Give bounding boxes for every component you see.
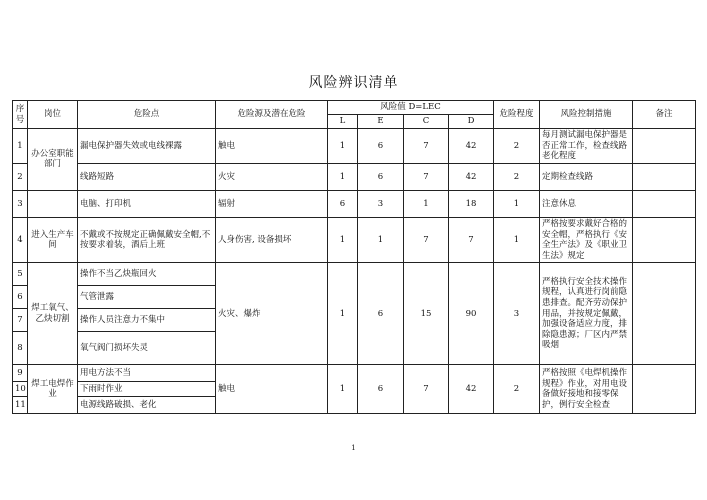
document-title: 风险辨识清单 [308,75,399,91]
e-cell: 6 [358,263,404,365]
measures-cell: 定期检查线路 [540,163,633,190]
row-no: 7 [13,309,28,332]
row-no: 6 [13,286,28,309]
source-cell: 人身伤害, 设备损坏 [216,217,328,263]
remarks-cell [633,217,696,263]
d-cell: 42 [449,129,494,164]
level-cell: 1 [494,217,540,263]
hazard-cell: 电源线路破损、老化 [78,397,216,414]
header-L: L [328,115,358,129]
remarks-cell [633,365,696,414]
row-no: 4 [13,217,28,263]
table-row [13,365,696,382]
e-cell: 6 [358,129,404,164]
row-no: 8 [13,332,28,365]
level-cell: 3 [494,263,540,365]
source-cell: 火灾、爆炸 [216,263,328,365]
header-seq [13,101,28,129]
e-cell: 6 [358,163,404,190]
c-cell: 1 [404,190,449,217]
table-row [13,263,696,286]
post-cell: 办公室职能部门 [28,129,78,191]
hazard-cell: 用电方法不当 [78,365,216,382]
table-row [13,163,696,190]
remarks-cell [633,163,696,190]
d-cell: 7 [449,217,494,263]
remarks-cell [633,129,696,164]
hazard-cell: 漏电保护器失效或电线裸露 [78,129,216,164]
measures-cell: 严格执行安全技术操作规程，认真进行岗前隐患排查。配齐劳动保护用品，并按规定佩戴，加强设备适应力度，排除隐患源；厂区内严禁吸烟 [540,263,633,365]
c-cell: 7 [404,129,449,164]
source-cell: 火灾 [216,163,328,190]
d-cell: 18 [449,190,494,217]
header-hazard: 危险点 [78,101,216,129]
measures-cell: 严格按要求戴好合格的安全帽，严格执行《安全生产法》及《职业卫生法》规定 [540,217,633,263]
d-cell: 42 [449,365,494,414]
hazard-cell: 氧气阀门损坏失灵 [78,332,216,365]
c-cell: 7 [404,163,449,190]
measures-cell: 注意休息 [540,190,633,217]
level-cell: 2 [494,129,540,164]
level-cell: 2 [494,163,540,190]
l-cell: 1 [328,129,358,164]
source-cell: 触电 [216,365,328,414]
hazard-cell: 电脑、打印机 [78,190,216,217]
hazard-cell: 不戴或不按规定正确佩戴安全帽,不按要求着装，酒后上班 [78,217,216,263]
level-cell: 2 [494,365,540,414]
row-no: 5 [13,263,28,286]
hazard-cell: 操作人员注意力不集中 [78,309,216,332]
d-cell: 42 [449,163,494,190]
row-no: 9 [13,365,28,382]
c-cell: 7 [404,217,449,263]
level-cell: 1 [494,190,540,217]
l-cell: 6 [328,190,358,217]
hazard-cell: 气管泄露 [78,286,216,309]
header-remarks: 备注 [633,101,696,129]
c-cell: 15 [404,263,449,365]
header-row [13,101,696,115]
l-cell: 1 [328,163,358,190]
page-number: 1 [351,444,356,452]
hazard-cell: 线路短路 [78,163,216,190]
c-cell: 7 [404,365,449,414]
header-C: C [404,115,449,129]
row-no: 11 [13,397,28,414]
header-D: D [449,115,494,129]
measures-cell: 每月测试漏电保护器是否正常工作，检查线路老化程度 [540,129,633,164]
hazard-cell: 操作不当乙炔瓶回火 [78,263,216,286]
hazard-cell: 下雨时作业 [78,382,216,397]
l-cell: 1 [328,217,358,263]
table-row [13,129,696,164]
header-post: 岗位 [28,101,78,129]
post-cell: 焊工电焊作业 [28,365,78,414]
measures-cell: 严格按照《电焊机操作规程》作业，对用电设备做好接地和接零保护，例行安全检查 [540,365,633,414]
header-seq-text: 序号 [15,103,25,125]
source-cell: 触电 [216,129,328,164]
e-cell: 1 [358,217,404,263]
d-cell: 90 [449,263,494,365]
risk-table [12,100,696,414]
remarks-cell [633,190,696,217]
e-cell: 6 [358,365,404,414]
post-cell-empty [28,190,78,217]
row-no: 2 [13,163,28,190]
row-no: 3 [13,190,28,217]
table-row [13,190,696,217]
header-source: 危险源及潜在危险 [216,101,328,129]
header-level: 危险程度 [494,101,540,129]
row-no: 10 [13,382,28,397]
e-cell: 3 [358,190,404,217]
header-risk-value: 风险值 D=LEC [328,101,494,115]
header-E: E [358,115,404,129]
post-cell: 焊工氧气、乙炔切割 [28,263,78,365]
remarks-cell [633,263,696,365]
header-measures: 风险控制措施 [540,101,633,129]
table-row [13,217,696,263]
l-cell: 1 [328,263,358,365]
row-no: 1 [13,129,28,164]
source-cell: 辐射 [216,190,328,217]
l-cell: 1 [328,365,358,414]
post-cell: 进入生产车间 [28,217,78,263]
